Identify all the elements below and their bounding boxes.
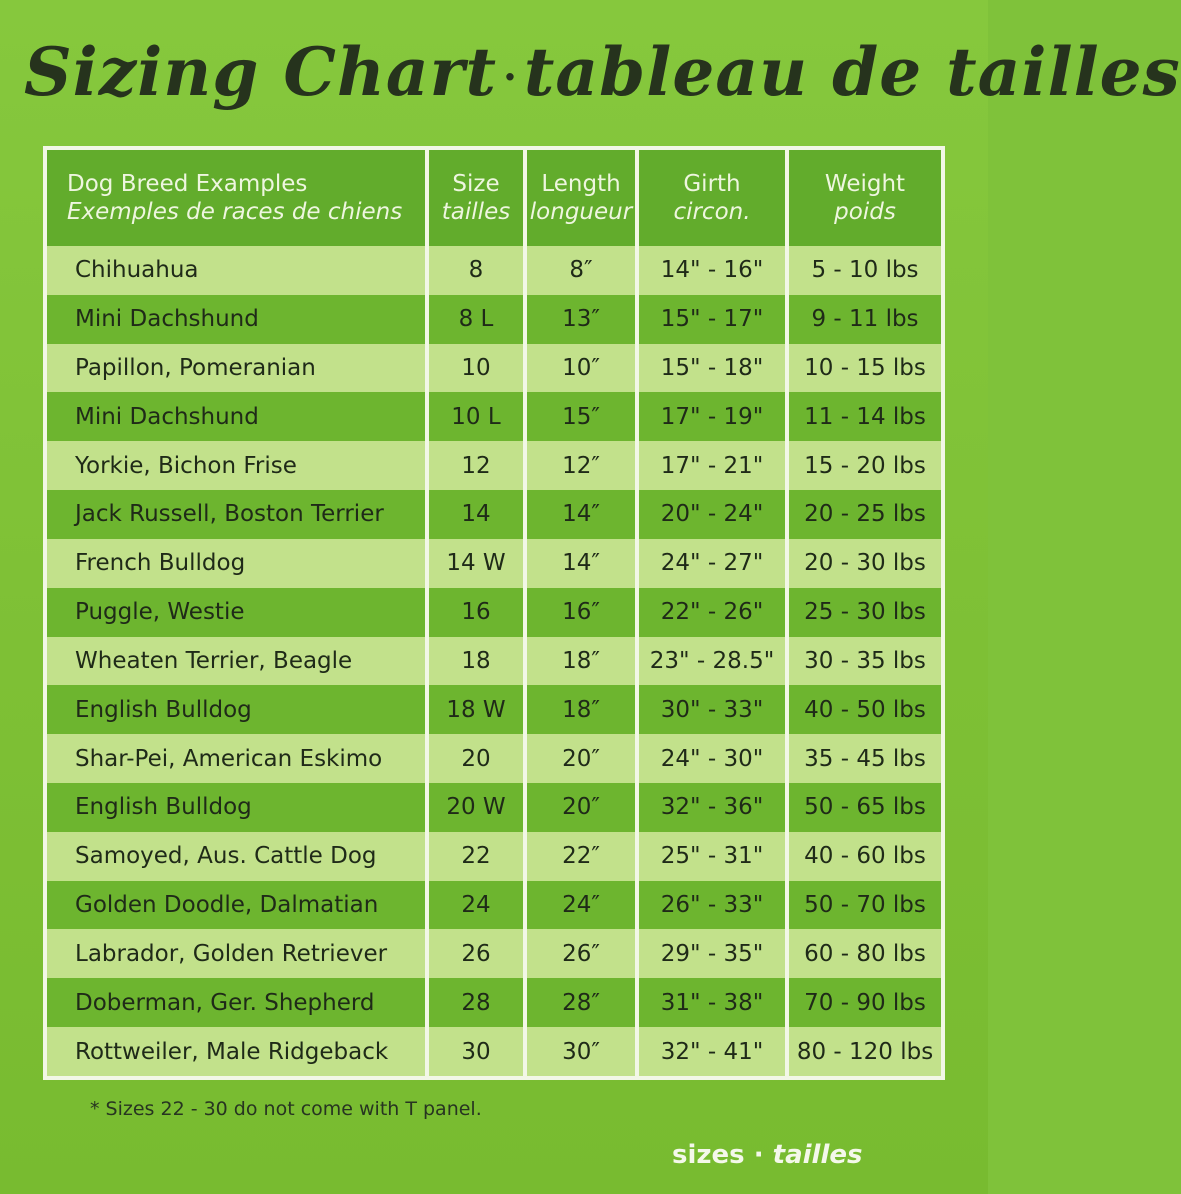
breed-cell: Mini Dachshund — [47, 392, 427, 441]
table-row — [47, 295, 941, 344]
breed-cell: Doberman, Ger. Shepherd — [47, 978, 427, 1027]
header-breed: Dog Breed Examples Exemples de races de chiens — [47, 150, 427, 246]
weight-cell: 50 - 70 lbs — [787, 881, 941, 930]
size-cell: 24 — [427, 881, 525, 930]
weight-cell: 35 - 45 lbs — [787, 734, 941, 783]
breed-cell: Yorkie, Bichon Frise — [47, 441, 427, 490]
size-cell: 8 L — [427, 295, 525, 344]
header-size: Size tailles — [427, 150, 525, 246]
table-row — [47, 832, 941, 881]
weight-cell: 20 - 30 lbs — [787, 539, 941, 588]
breed-cell: Rottweiler, Male Ridgeback — [47, 1027, 427, 1076]
girth-cell: 20" - 24" — [637, 490, 787, 539]
breed-cell: Wheaten Terrier, Beagle — [47, 637, 427, 686]
breed-cell: Golden Doodle, Dalmatian — [47, 881, 427, 930]
table-row — [47, 881, 941, 930]
size-cell: 14 — [427, 490, 525, 539]
table-row — [47, 392, 941, 441]
size-cell: 18 W — [427, 685, 525, 734]
breed-cell: Shar-Pei, American Eskimo — [47, 734, 427, 783]
size-cell: 20 — [427, 734, 525, 783]
brand-french: tailles — [772, 1140, 863, 1170]
breed-cell: Chihuahua — [47, 246, 427, 295]
breed-cell: Jack Russell, Boston Terrier — [47, 490, 427, 539]
breed-cell: Papillon, Pomeranian — [47, 344, 427, 393]
size-cell: 10 — [427, 344, 525, 393]
girth-cell: 26" - 33" — [637, 881, 787, 930]
weight-cell: 9 - 11 lbs — [787, 295, 941, 344]
length-cell: 12″ — [525, 441, 637, 490]
footnote: * Sizes 22 - 30 do not come with T panel. — [90, 1098, 482, 1120]
breed-cell: French Bulldog — [47, 539, 427, 588]
sizing-table — [47, 150, 941, 1076]
size-cell: 20 W — [427, 783, 525, 832]
length-cell: 15″ — [525, 392, 637, 441]
title-separator: · — [502, 54, 518, 101]
length-cell: 22″ — [525, 832, 637, 881]
girth-cell: 17" - 19" — [637, 392, 787, 441]
table-row — [47, 588, 941, 637]
size-cell: 28 — [427, 978, 525, 1027]
table-row — [47, 929, 941, 978]
length-cell: 14″ — [525, 539, 637, 588]
weight-cell: 11 - 14 lbs — [787, 392, 941, 441]
size-cell: 16 — [427, 588, 525, 637]
breed-cell: English Bulldog — [47, 783, 427, 832]
length-cell: 8″ — [525, 246, 637, 295]
weight-cell: 25 - 30 lbs — [787, 588, 941, 637]
table-row — [47, 734, 941, 783]
table-body — [47, 246, 941, 1076]
length-cell: 16″ — [525, 588, 637, 637]
breed-cell: Mini Dachshund — [47, 295, 427, 344]
girth-cell: 31" - 38" — [637, 978, 787, 1027]
girth-cell: 29" - 35" — [637, 929, 787, 978]
size-cell: 18 — [427, 637, 525, 686]
weight-cell: 5 - 10 lbs — [787, 246, 941, 295]
header-weight: Weight poids — [787, 150, 941, 246]
length-cell: 14″ — [525, 490, 637, 539]
brand-english: sizes — [672, 1140, 745, 1170]
size-cell: 8 — [427, 246, 525, 295]
length-cell: 13″ — [525, 295, 637, 344]
table-row — [47, 783, 941, 832]
header-girth: Girth circon. — [637, 150, 787, 246]
girth-cell: 32" - 41" — [637, 1027, 787, 1076]
girth-cell: 24" - 30" — [637, 734, 787, 783]
size-cell: 12 — [427, 441, 525, 490]
length-cell: 10″ — [525, 344, 637, 393]
title-english: Sizing Chart — [24, 33, 497, 111]
table-row — [47, 441, 941, 490]
table-row — [47, 246, 941, 295]
girth-cell: 22" - 26" — [637, 588, 787, 637]
table-row — [47, 637, 941, 686]
length-cell: 30″ — [525, 1027, 637, 1076]
size-cell: 26 — [427, 929, 525, 978]
weight-cell: 40 - 50 lbs — [787, 685, 941, 734]
girth-cell: 15" - 17" — [637, 295, 787, 344]
brand-separator: · — [753, 1140, 764, 1170]
table-row — [47, 344, 941, 393]
length-cell: 18″ — [525, 685, 637, 734]
length-cell: 20″ — [525, 783, 637, 832]
table-header-row — [47, 150, 941, 246]
length-cell: 24″ — [525, 881, 637, 930]
weight-cell: 10 - 15 lbs — [787, 344, 941, 393]
girth-cell: 32" - 36" — [637, 783, 787, 832]
breed-cell: Labrador, Golden Retriever — [47, 929, 427, 978]
weight-cell: 15 - 20 lbs — [787, 441, 941, 490]
weight-cell: 40 - 60 lbs — [787, 832, 941, 881]
table-row — [47, 539, 941, 588]
girth-cell: 17" - 21" — [637, 441, 787, 490]
size-cell: 22 — [427, 832, 525, 881]
weight-cell: 20 - 25 lbs — [787, 490, 941, 539]
breed-cell: Puggle, Westie — [47, 588, 427, 637]
weight-cell: 80 - 120 lbs — [787, 1027, 941, 1076]
weight-cell: 30 - 35 lbs — [787, 637, 941, 686]
girth-cell: 15" - 18" — [637, 344, 787, 393]
girth-cell: 30" - 33" — [637, 685, 787, 734]
breed-cell: English Bulldog — [47, 685, 427, 734]
girth-cell: 14" - 16" — [637, 246, 787, 295]
length-cell: 28″ — [525, 978, 637, 1027]
girth-cell: 25" - 31" — [637, 832, 787, 881]
breed-cell: Samoyed, Aus. Cattle Dog — [47, 832, 427, 881]
table-row — [47, 490, 941, 539]
weight-cell: 70 - 90 lbs — [787, 978, 941, 1027]
length-cell: 20″ — [525, 734, 637, 783]
length-cell: 18″ — [525, 637, 637, 686]
header-length: Length longueur — [525, 150, 637, 246]
table-row — [47, 978, 941, 1027]
title-french: tableau de tailles — [523, 33, 1181, 111]
size-cell: 14 W — [427, 539, 525, 588]
sizing-table-frame — [43, 146, 945, 1080]
length-cell: 26″ — [525, 929, 637, 978]
table-row — [47, 1027, 941, 1076]
size-cell: 10 L — [427, 392, 525, 441]
weight-cell: 50 - 65 lbs — [787, 783, 941, 832]
girth-cell: 24" - 27" — [637, 539, 787, 588]
size-cell: 30 — [427, 1027, 525, 1076]
girth-cell: 23" - 28.5" — [637, 637, 787, 686]
page-title — [24, 22, 1181, 128]
brand-label — [672, 1140, 862, 1170]
weight-cell: 60 - 80 lbs — [787, 929, 941, 978]
table-row — [47, 685, 941, 734]
